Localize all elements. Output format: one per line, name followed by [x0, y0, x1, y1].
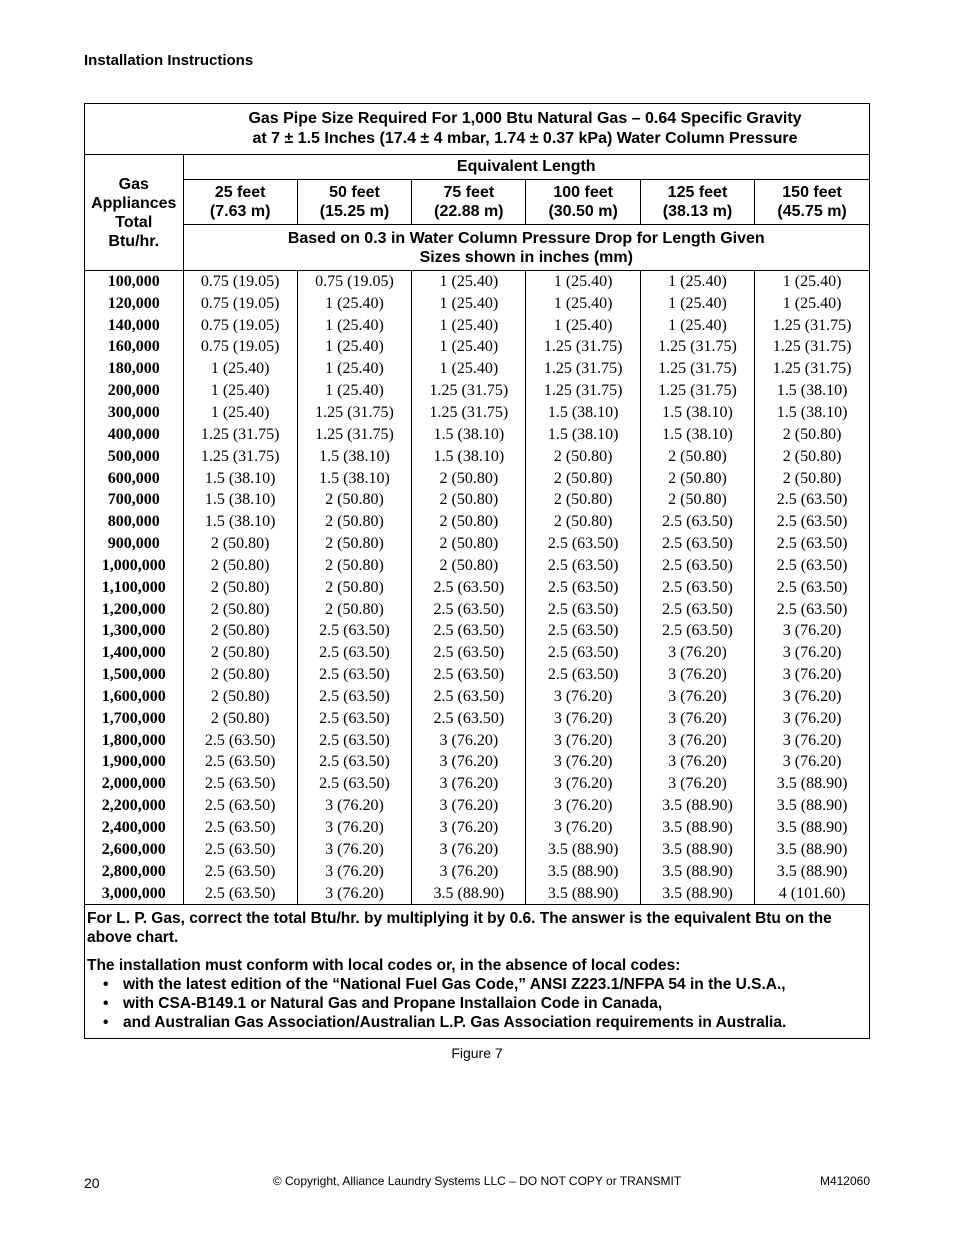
- pipe-size-cell: 3 (76.20): [640, 642, 754, 664]
- pipe-size-cell: 2 (50.80): [755, 424, 869, 446]
- length-feet: 125 feet: [667, 184, 728, 201]
- table-title: [85, 104, 869, 155]
- pipe-size-cell: 3.5 (88.90): [640, 839, 754, 861]
- pipe-size-cell: 3.5 (88.90): [755, 861, 869, 883]
- pipe-size-cell: 2.5 (63.50): [755, 555, 869, 577]
- installation-code-text: with CSA-B149.1 or Natural Gas and Propane Installaion Code in Canada,: [123, 995, 663, 1013]
- btu-cell: 2,400,000: [101, 819, 166, 837]
- pipe-size-cell: 2 (50.80): [755, 446, 869, 468]
- btu-cell: 300,000: [107, 403, 160, 421]
- installation-codes-intro: The installation must conform with local codes or, in the absence of local codes:: [87, 957, 681, 975]
- pipe-size-cell: 1 (25.40): [297, 315, 411, 337]
- table-row: [85, 424, 869, 446]
- table-row: [85, 752, 869, 774]
- pipe-size-cell: 3 (76.20): [412, 730, 526, 752]
- pipe-size-cell: 0.75 (19.05): [183, 337, 297, 359]
- length-column-header: [412, 180, 526, 225]
- pipe-size-cell: 2 (50.80): [412, 489, 526, 511]
- pipe-size-cell: 2.5 (63.50): [640, 511, 754, 533]
- pipe-size-cell: 2.5 (63.50): [183, 839, 297, 861]
- pipe-size-cell: 2.5 (63.50): [755, 489, 869, 511]
- pipe-size-cell: 1 (25.40): [297, 293, 411, 315]
- table-title-line1: Gas Pipe Size Required For 1,000 Btu Natural Gas – 0.64 Specific Gravity: [248, 110, 802, 127]
- pipe-size-cell: 1.5 (38.10): [183, 511, 297, 533]
- pipe-size-cell: 2.5 (63.50): [526, 599, 640, 621]
- pipe-size-cell: 2.5 (63.50): [640, 533, 754, 555]
- pipe-size-cell: 3 (76.20): [297, 861, 411, 883]
- pipe-size-cell: 2 (50.80): [297, 577, 411, 599]
- pipe-size-cell: 1.25 (31.75): [183, 424, 297, 446]
- pipe-size-cell: 2 (50.80): [297, 489, 411, 511]
- table-row: [85, 293, 869, 315]
- pipe-size-cell: 2.5 (63.50): [297, 708, 411, 730]
- pipe-size-cell: 2 (50.80): [526, 511, 640, 533]
- pipe-size-cell: 1.5 (38.10): [526, 424, 640, 446]
- length-feet: 50 feet: [329, 184, 380, 201]
- pipe-size-cell: 2 (50.80): [412, 511, 526, 533]
- pipe-size-cell: 1.5 (38.10): [183, 468, 297, 490]
- document-number: M412060: [819, 1174, 870, 1188]
- table-row: [85, 642, 869, 664]
- pipe-size-cell: 3 (76.20): [412, 839, 526, 861]
- pipe-size-cell: 2 (50.80): [183, 686, 297, 708]
- pipe-size-cell: 1.25 (31.75): [526, 358, 640, 380]
- pipe-size-cell: 3.5 (88.90): [640, 795, 754, 817]
- pipe-size-cell: 3 (76.20): [755, 730, 869, 752]
- table-row: [85, 839, 869, 861]
- btu-cell: 1,000,000: [101, 556, 166, 574]
- pipe-size-cell: 3 (76.20): [755, 642, 869, 664]
- table-row: [85, 664, 869, 686]
- btu-cell: 1,200,000: [101, 600, 166, 618]
- length-meters: (38.13 m): [662, 203, 733, 220]
- installation-codes-list: [87, 975, 859, 1032]
- btu-cell: 800,000: [107, 513, 160, 531]
- bullet-icon: •: [103, 995, 109, 1013]
- length-column-header: [640, 180, 754, 225]
- pipe-size-cell: 3 (76.20): [640, 708, 754, 730]
- table-row: [85, 708, 869, 730]
- pipe-size-cell: 3.5 (88.90): [755, 795, 869, 817]
- pipe-size-cell: 2.5 (63.50): [297, 752, 411, 774]
- btu-cell: 1,100,000: [101, 578, 166, 596]
- pipe-size-cell: 1.25 (31.75): [640, 337, 754, 359]
- pipe-size-cell: 3 (76.20): [412, 752, 526, 774]
- pipe-size-cell: 3.5 (88.90): [640, 883, 754, 905]
- table-title-line2: at 7 ± 1.5 Inches (17.4 ± 4 mbar, 1.74 ± 0.37 kPa) Water Column Pressure: [252, 130, 798, 147]
- pipe-size-cell: 3 (76.20): [755, 621, 869, 643]
- pipe-size-cell: 2 (50.80): [526, 446, 640, 468]
- pipe-size-cell: 2 (50.80): [183, 664, 297, 686]
- btu-cell: 180,000: [107, 360, 160, 378]
- table-row: [85, 883, 869, 905]
- pipe-size-cell: 1 (25.40): [183, 358, 297, 380]
- pipe-size-cell: 3 (76.20): [755, 664, 869, 686]
- table-row: [85, 511, 869, 533]
- pipe-size-cell: 1.25 (31.75): [755, 337, 869, 359]
- gas-pipe-size-table: [85, 104, 869, 905]
- notes-section: [85, 905, 869, 1032]
- length-feet: 25 feet: [214, 184, 266, 201]
- table-row: [85, 817, 869, 839]
- pipe-size-cell: 3 (76.20): [755, 708, 869, 730]
- pipe-size-cell: 1 (25.40): [640, 293, 754, 315]
- pipe-size-cell: 2.5 (63.50): [640, 621, 754, 643]
- btu-cell: 3,000,000: [85, 883, 183, 905]
- length-column-header: [526, 180, 640, 225]
- table-row: [85, 555, 869, 577]
- pipe-size-cell: 2.5 (63.50): [297, 642, 411, 664]
- pipe-size-cell: 3 (76.20): [640, 773, 754, 795]
- pipe-size-cell: 3.5 (88.90): [755, 817, 869, 839]
- table-row: [85, 621, 869, 643]
- pipe-size-cell: 1.25 (31.75): [297, 424, 411, 446]
- pipe-size-cell: 3 (76.20): [526, 752, 640, 774]
- table-row: [85, 489, 869, 511]
- gas-appliances-header: [85, 155, 183, 271]
- length-feet: 100 feet: [553, 184, 613, 201]
- pipe-size-cell: 2.5 (63.50): [183, 773, 297, 795]
- pipe-size-cell: 2.5 (63.50): [640, 555, 754, 577]
- pipe-size-cell: 2 (50.80): [412, 555, 526, 577]
- table-row: [85, 686, 869, 708]
- table-row: [85, 337, 869, 359]
- pipe-size-cell: 2.5 (63.50): [297, 773, 411, 795]
- pipe-size-cell: 1 (25.40): [297, 380, 411, 402]
- pipe-size-cell: 2 (50.80): [412, 533, 526, 555]
- pipe-size-cell: 3 (76.20): [412, 861, 526, 883]
- pipe-size-cell: 3 (76.20): [412, 773, 526, 795]
- table-row: [85, 358, 869, 380]
- pipe-size-cell: 3 (76.20): [412, 817, 526, 839]
- pipe-size-cell: 3.5 (88.90): [640, 861, 754, 883]
- table-row: [85, 315, 869, 337]
- table-row: [85, 446, 869, 468]
- pipe-size-cell: 2.5 (63.50): [755, 577, 869, 599]
- pipe-size-cell: 2.5 (63.50): [526, 533, 640, 555]
- pipe-size-cell: 2.5 (63.50): [297, 730, 411, 752]
- basis-line2: Sizes shown in inches (mm): [419, 248, 633, 266]
- length-column-header: [183, 180, 297, 225]
- table-row: [85, 577, 869, 599]
- pipe-size-cell: 1 (25.40): [412, 293, 526, 315]
- pipe-size-cell: 1.5 (38.10): [755, 402, 869, 424]
- length-feet: 150 feet: [782, 184, 842, 201]
- installation-code-item: [87, 1013, 859, 1032]
- btu-cell: 1,500,000: [101, 666, 166, 684]
- pipe-size-cell: 0.75 (19.05): [297, 271, 411, 293]
- btu-cell: 2,800,000: [101, 862, 166, 880]
- row-header-line: Total: [115, 213, 153, 231]
- row-header-line: Appliances: [91, 194, 177, 212]
- pipe-size-cell: 3 (76.20): [755, 752, 869, 774]
- pipe-size-cell: 2 (50.80): [640, 489, 754, 511]
- pipe-size-cell: 1.5 (38.10): [297, 468, 411, 490]
- pipe-size-cell: 1.5 (38.10): [297, 446, 411, 468]
- pipe-size-cell: 2.5 (63.50): [183, 817, 297, 839]
- pipe-size-cell: 3 (76.20): [297, 883, 411, 905]
- pipe-size-cell: 1 (25.40): [755, 271, 869, 293]
- length-feet: 75 feet: [443, 184, 495, 201]
- pipe-size-cell: 3.5 (88.90): [526, 883, 640, 905]
- pipe-size-cell: 1.5 (38.10): [640, 402, 754, 424]
- btu-cell: 600,000: [107, 469, 160, 487]
- length-meters: (7.63 m): [209, 203, 271, 220]
- pipe-size-cell: 3 (76.20): [526, 817, 640, 839]
- btu-cell: 120,000: [107, 294, 160, 312]
- pipe-size-cell: 1 (25.40): [526, 293, 640, 315]
- pipe-size-cell: 1 (25.40): [412, 358, 526, 380]
- pipe-size-cell: 3 (76.20): [526, 686, 640, 708]
- btu-cell: 1,700,000: [101, 709, 166, 727]
- pipe-size-cell: 1.25 (31.75): [526, 337, 640, 359]
- pipe-size-cell: 2.5 (63.50): [640, 577, 754, 599]
- pipe-size-cell: 1.25 (31.75): [526, 380, 640, 402]
- pipe-size-cell: 3 (76.20): [755, 686, 869, 708]
- pipe-size-cell: 2 (50.80): [297, 599, 411, 621]
- figure-caption: Figure 7: [451, 1045, 503, 1061]
- pipe-size-cell: 2.5 (63.50): [526, 555, 640, 577]
- pipe-size-cell: 1.25 (31.75): [640, 380, 754, 402]
- table-row: [85, 730, 869, 752]
- table-row: [85, 533, 869, 555]
- pipe-size-cell: 0.75 (19.05): [183, 315, 297, 337]
- installation-code-text: and Australian Gas Association/Australian L.P. Gas Association requirements in Australia.: [123, 1014, 787, 1032]
- pipe-size-cell: 1.25 (31.75): [183, 446, 297, 468]
- pipe-size-cell: 2 (50.80): [183, 555, 297, 577]
- pipe-size-cell: 1.5 (38.10): [183, 489, 297, 511]
- pipe-size-cell: 2.5 (63.50): [412, 599, 526, 621]
- pipe-size-cell: 2.5 (63.50): [412, 664, 526, 686]
- pipe-size-cell: 2 (50.80): [640, 468, 754, 490]
- btu-cell: 200,000: [107, 382, 160, 400]
- installation-code-item: [87, 994, 859, 1013]
- length-meters: (15.25 m): [319, 203, 390, 220]
- table-row: [85, 402, 869, 424]
- pipe-size-cell: 2.5 (63.50): [183, 752, 297, 774]
- bullet-icon: •: [103, 1014, 109, 1032]
- pipe-size-cell: 1.25 (31.75): [297, 402, 411, 424]
- pipe-size-cell: 0.75 (19.05): [183, 293, 297, 315]
- table-row: [85, 773, 869, 795]
- pipe-size-cell: 2.5 (63.50): [297, 686, 411, 708]
- pipe-size-cell: 1.25 (31.75): [412, 402, 526, 424]
- pipe-size-cell: 2 (50.80): [640, 446, 754, 468]
- pipe-size-cell: 2.5 (63.50): [412, 686, 526, 708]
- pipe-size-cell: 1.5 (38.10): [412, 446, 526, 468]
- page-number: 20: [84, 1175, 100, 1191]
- row-header-line: Gas: [118, 175, 149, 193]
- pipe-size-cell: 2.5 (63.50): [755, 511, 869, 533]
- pipe-size-cell: 1.5 (38.10): [640, 424, 754, 446]
- table-row: [85, 468, 869, 490]
- gas-pipe-size-table-frame: [84, 103, 870, 1039]
- pipe-size-cell: 3.5 (88.90): [755, 839, 869, 861]
- pipe-size-cell: 3.5 (88.90): [526, 861, 640, 883]
- pipe-size-cell: 3 (76.20): [526, 730, 640, 752]
- pipe-size-cell: 1.25 (31.75): [640, 358, 754, 380]
- pipe-size-cell: 2.5 (63.50): [183, 730, 297, 752]
- pipe-size-cell: 2 (50.80): [297, 511, 411, 533]
- btu-cell: 140,000: [107, 316, 160, 334]
- pipe-size-cell: 1.25 (31.75): [755, 315, 869, 337]
- pipe-size-cell: 1 (25.40): [412, 315, 526, 337]
- pipe-size-cell: 2 (50.80): [526, 468, 640, 490]
- pipe-size-cell: 1.5 (38.10): [755, 380, 869, 402]
- length-column-header: [755, 180, 869, 225]
- bullet-icon: •: [103, 976, 109, 994]
- pipe-size-cell: 2.5 (63.50): [412, 708, 526, 730]
- pipe-size-cell: 2.5 (63.50): [412, 621, 526, 643]
- row-header-line: Btu/hr.: [108, 232, 160, 250]
- installation-code-item: [87, 975, 859, 994]
- btu-cell: 1,800,000: [101, 731, 166, 749]
- page-header-title: Installation Instructions: [84, 52, 254, 69]
- btu-cell: 1,400,000: [101, 644, 166, 662]
- pressure-drop-basis: [183, 225, 869, 271]
- length-meters: (45.75 m): [777, 203, 847, 220]
- table-row: [85, 861, 869, 883]
- pipe-size-cell: 3 (76.20): [640, 664, 754, 686]
- pipe-size-cell: 2 (50.80): [755, 468, 869, 490]
- lp-gas-note: For L. P. Gas, correct the total Btu/hr. by multiplying it by 0.6. The answer is the equivalent Btu on the above chart.: [87, 910, 832, 947]
- pipe-size-cell: 2.5 (63.50): [183, 883, 297, 905]
- btu-cell: 400,000: [107, 425, 160, 443]
- table-row: [85, 380, 869, 402]
- btu-cell: 2,000,000: [101, 775, 166, 793]
- pipe-size-cell: 2.5 (63.50): [412, 642, 526, 664]
- pipe-size-cell: 3.5 (88.90): [412, 883, 526, 905]
- table-row: [85, 599, 869, 621]
- length-meters: (30.50 m): [548, 203, 618, 220]
- btu-cell: 2,600,000: [101, 840, 166, 858]
- btu-cell: 2,200,000: [101, 797, 166, 815]
- pipe-size-cell: 3 (76.20): [640, 752, 754, 774]
- basis-line1: Based on 0.3 in Water Column Pressure Drop for Length Given: [287, 229, 765, 247]
- pipe-size-cell: 3 (76.20): [297, 839, 411, 861]
- pipe-size-cell: 2.5 (63.50): [526, 642, 640, 664]
- pipe-size-cell: 1.5 (38.10): [412, 424, 526, 446]
- equivalent-length-header: Equivalent Length: [183, 155, 869, 180]
- btu-cell: 160,000: [107, 338, 160, 356]
- btu-cell: 700,000: [107, 491, 160, 509]
- pipe-size-cell: 3 (76.20): [526, 773, 640, 795]
- pipe-size-cell: 2.5 (63.50): [640, 599, 754, 621]
- btu-cell: 500,000: [107, 447, 160, 465]
- pipe-size-cell: 2 (50.80): [183, 577, 297, 599]
- length-column-header: [297, 180, 411, 225]
- pipe-size-cell: 1 (25.40): [755, 293, 869, 315]
- pipe-size-cell: 3 (76.20): [526, 795, 640, 817]
- pipe-size-cell: 1.5 (38.10): [526, 402, 640, 424]
- pipe-size-cell: 2 (50.80): [183, 708, 297, 730]
- pipe-size-cell: 3 (76.20): [640, 686, 754, 708]
- table-row: [85, 795, 869, 817]
- pipe-size-cell: 3 (76.20): [412, 795, 526, 817]
- pipe-size-cell: 2.5 (63.50): [526, 621, 640, 643]
- pipe-size-cell: 3.5 (88.90): [755, 773, 869, 795]
- pipe-size-cell: 0.75 (19.05): [183, 271, 297, 293]
- pipe-size-cell: 2 (50.80): [183, 642, 297, 664]
- pipe-size-cell: 1 (25.40): [526, 271, 640, 293]
- pipe-size-cell: 1 (25.40): [297, 337, 411, 359]
- pipe-size-cell: 1 (25.40): [412, 337, 526, 359]
- pipe-size-cell: 1.25 (31.75): [412, 380, 526, 402]
- pipe-size-cell: 3 (76.20): [526, 708, 640, 730]
- pipe-size-cell: 1 (25.40): [183, 380, 297, 402]
- btu-cell: 1,600,000: [101, 687, 166, 705]
- pipe-size-cell: 1 (25.40): [640, 315, 754, 337]
- pipe-size-cell: 2 (50.80): [526, 489, 640, 511]
- pipe-size-cell: 2.5 (63.50): [297, 664, 411, 686]
- pipe-size-cell: 2.5 (63.50): [183, 861, 297, 883]
- pipe-size-cell: 2 (50.80): [183, 621, 297, 643]
- pipe-size-cell: 2 (50.80): [297, 555, 411, 577]
- table-row: [85, 271, 869, 293]
- pipe-size-cell: 1 (25.40): [412, 271, 526, 293]
- pipe-size-cell: 3 (76.20): [297, 817, 411, 839]
- installation-code-text: with the latest edition of the “National Fuel Gas Code,” ANSI Z223.1/NFPA 54 in the U.S.A.,: [123, 976, 786, 994]
- pipe-size-cell: 2.5 (63.50): [755, 599, 869, 621]
- pipe-size-cell: 3.5 (88.90): [640, 817, 754, 839]
- pipe-size-cell: 2.5 (63.50): [297, 621, 411, 643]
- pipe-size-cell: 1 (25.40): [640, 271, 754, 293]
- btu-cell: 1,300,000: [101, 622, 166, 640]
- btu-cell: 900,000: [107, 535, 160, 553]
- pipe-size-cell: 3 (76.20): [297, 795, 411, 817]
- pipe-size-cell: 2.5 (63.50): [412, 577, 526, 599]
- length-meters: (22.88 m): [434, 203, 504, 220]
- pipe-size-cell: 1 (25.40): [526, 315, 640, 337]
- pipe-size-cell: 2 (50.80): [183, 599, 297, 621]
- pipe-size-cell: 3 (76.20): [640, 730, 754, 752]
- pipe-size-cell: 2.5 (63.50): [183, 795, 297, 817]
- pipe-size-cell: 2 (50.80): [183, 533, 297, 555]
- pipe-size-cell: 2.5 (63.50): [755, 533, 869, 555]
- pipe-size-cell: 4 (101.60): [755, 883, 869, 905]
- pipe-size-cell: 2 (50.80): [297, 533, 411, 555]
- pipe-size-cell: 1 (25.40): [183, 402, 297, 424]
- pipe-size-cell: 2 (50.80): [412, 468, 526, 490]
- pipe-size-cell: 2.5 (63.50): [526, 577, 640, 599]
- pipe-size-cell: 1.25 (31.75): [755, 358, 869, 380]
- copyright-notice: © Copyright, Alliance Laundry Systems LLC – DO NOT COPY or TRANSMIT: [272, 1174, 682, 1188]
- btu-cell: 1,900,000: [101, 753, 166, 771]
- pipe-size-cell: 3.5 (88.90): [526, 839, 640, 861]
- btu-cell: 100,000: [107, 272, 160, 290]
- pipe-size-cell: 2.5 (63.50): [526, 664, 640, 686]
- pipe-size-cell: 1 (25.40): [297, 358, 411, 380]
